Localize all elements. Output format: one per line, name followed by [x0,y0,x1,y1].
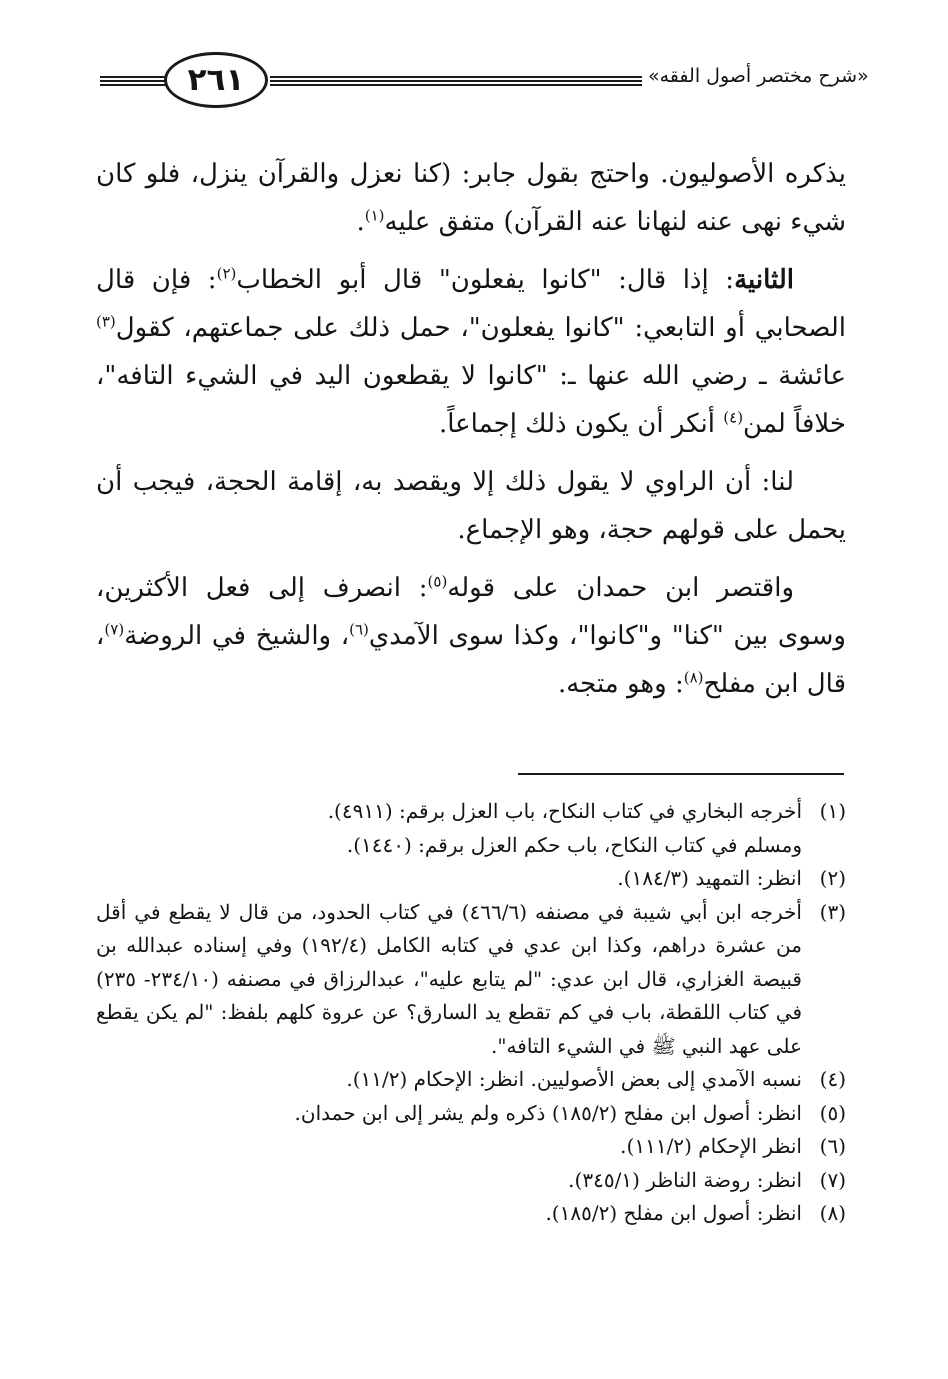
footnote-text: أخرجه ابن أبي شيبة في مصنفه (٤٦٦/٦) في كتاب الحدود، من قال لا يقطع في أقل من عشرة دراهم، وكذا ابن عدي في كتابه الكامل (١٩٢/٤) وفي إسناده عبدالله بن قبيصة الغزاري، قال ابن عدي: "لم يتابع عليه"، عبدالرزاق في مصنفه (٢٣٤/١٠- ٢٣٥) في كتاب اللقطة، باب في كم تقطع يد السارق؟ عن عروة كلهم بلفظ: "لم يكن يقطع على عهد النبي ﷺ في الشيء التافه". [96,899,803,1058]
paragraph-1: يذكره الأصوليون. واحتج بقول جابر: (كنا نعزل والقرآن ينزل، فلو كان شيء نهى عنه لنهانا عنه القرآن) متفق عليه$^{(١)}$. [96,159,846,237]
footnote-ref-3: (٣) [96,312,116,331]
header-rule-right [270,76,642,85]
footnote-text: انظر: التمهيد (١٨٤/٣). [617,866,802,890]
footnote-number: (٤) [819,1067,846,1091]
book-title: «شرح مختصر أصول الفقه» [648,65,869,87]
footnote-number: (٨) [819,1201,846,1225]
footnote-5 [96,1097,846,1131]
footnote-number: (٣) [819,899,846,924]
footnote-text: انظر: روضة الناظر (٣٤٥/١). [568,1167,802,1192]
section-heading: الثانية [734,265,794,295]
paragraph-2: الثانية: إذا قال: "كانوا يفعلون" قال أبو الخطاب$^{(٢)}$: فإن قال الصحابي أو التابعي: "كانوا يفعلون"، حمل ذلك على جماعتهم، كقول$^{(٣)}$ عائشة ـ رضي الله عنها ـ: "كانوا لا يقطعون اليد في الشيء التافه"، خلافاً لمن$^{(٤)}$ أنكر أن يكون ذلك إجماعاً. [96,264,846,439]
footnote-1 [96,795,846,829]
footnote-1-continued: ومسلم في كتاب النكاح، باب حكم العزل برقم: (١٤٤٠). [346,832,802,857]
footnote-ref-1: (١) [364,206,385,225]
footnote-6 [96,1130,846,1164]
footnote-ref-4: (٤) [723,408,744,427]
footnote-4 [96,1063,846,1097]
footnote-text: انظر: أصول ابن مفلح (١٨٥/٢). [545,1201,802,1225]
footnote-ref-8: (٨) [683,668,704,687]
footnotes [96,795,846,1231]
footnote-number: (٧) [819,1167,846,1192]
footnote-number: (٢) [819,866,846,890]
page-number: ٢٦١ [164,52,268,108]
footnote-number: (١) [819,799,846,823]
footnote-text: انظر الإحكام (١١١/٢). [620,1134,802,1158]
footnote-divider [518,773,844,775]
footnote-ref-7: (٧) [104,620,125,639]
paragraph-3: لنا: أن الراوي لا يقول ذلك إلا ويقصد به، إقامة الحجة، فيجب أن يحمل على قولهم حجة، وهو الإجماع. [96,467,846,545]
footnote-number: (٦) [819,1134,846,1158]
footnote-ref-2: (٢) [216,264,237,283]
header-rule-left [100,76,166,85]
footnote-ref-6: (٦) [349,620,369,639]
running-header [100,48,869,118]
footnote-7 [96,1164,846,1198]
footnote-text: نسبه الآمدي إلى بعض الأصوليين. انظر: الإحكام (١١/٢). [346,1067,802,1091]
main-text [96,150,846,718]
footnote-3 [96,896,846,1064]
footnote-text: أخرجه البخاري في كتاب النكاح، باب العزل برقم: (٤٩١١). [327,799,802,823]
footnote-text: انظر: أصول ابن مفلح (١٨٥/٢) ذكره ولم يشر إلى ابن حمدان. [294,1100,802,1125]
footnote-ref-5: (٥) [427,572,448,591]
footnote-8 [96,1197,846,1231]
footnote-number: (٥) [819,1100,846,1125]
paragraph-4: واقتصر ابن حمدان على قوله$^{(٥)}$: انصرف إلى فعل الأكثرين، وسوى بين "كنا" و"كانوا"، وكذا سوى الآمدي$^{(٦)}$، والشيخ في الروضة$^{(٧)}$، قال ابن مفلح$^{(٨)}$: وهو متجه. [96,572,846,699]
footnote-2 [96,862,846,896]
